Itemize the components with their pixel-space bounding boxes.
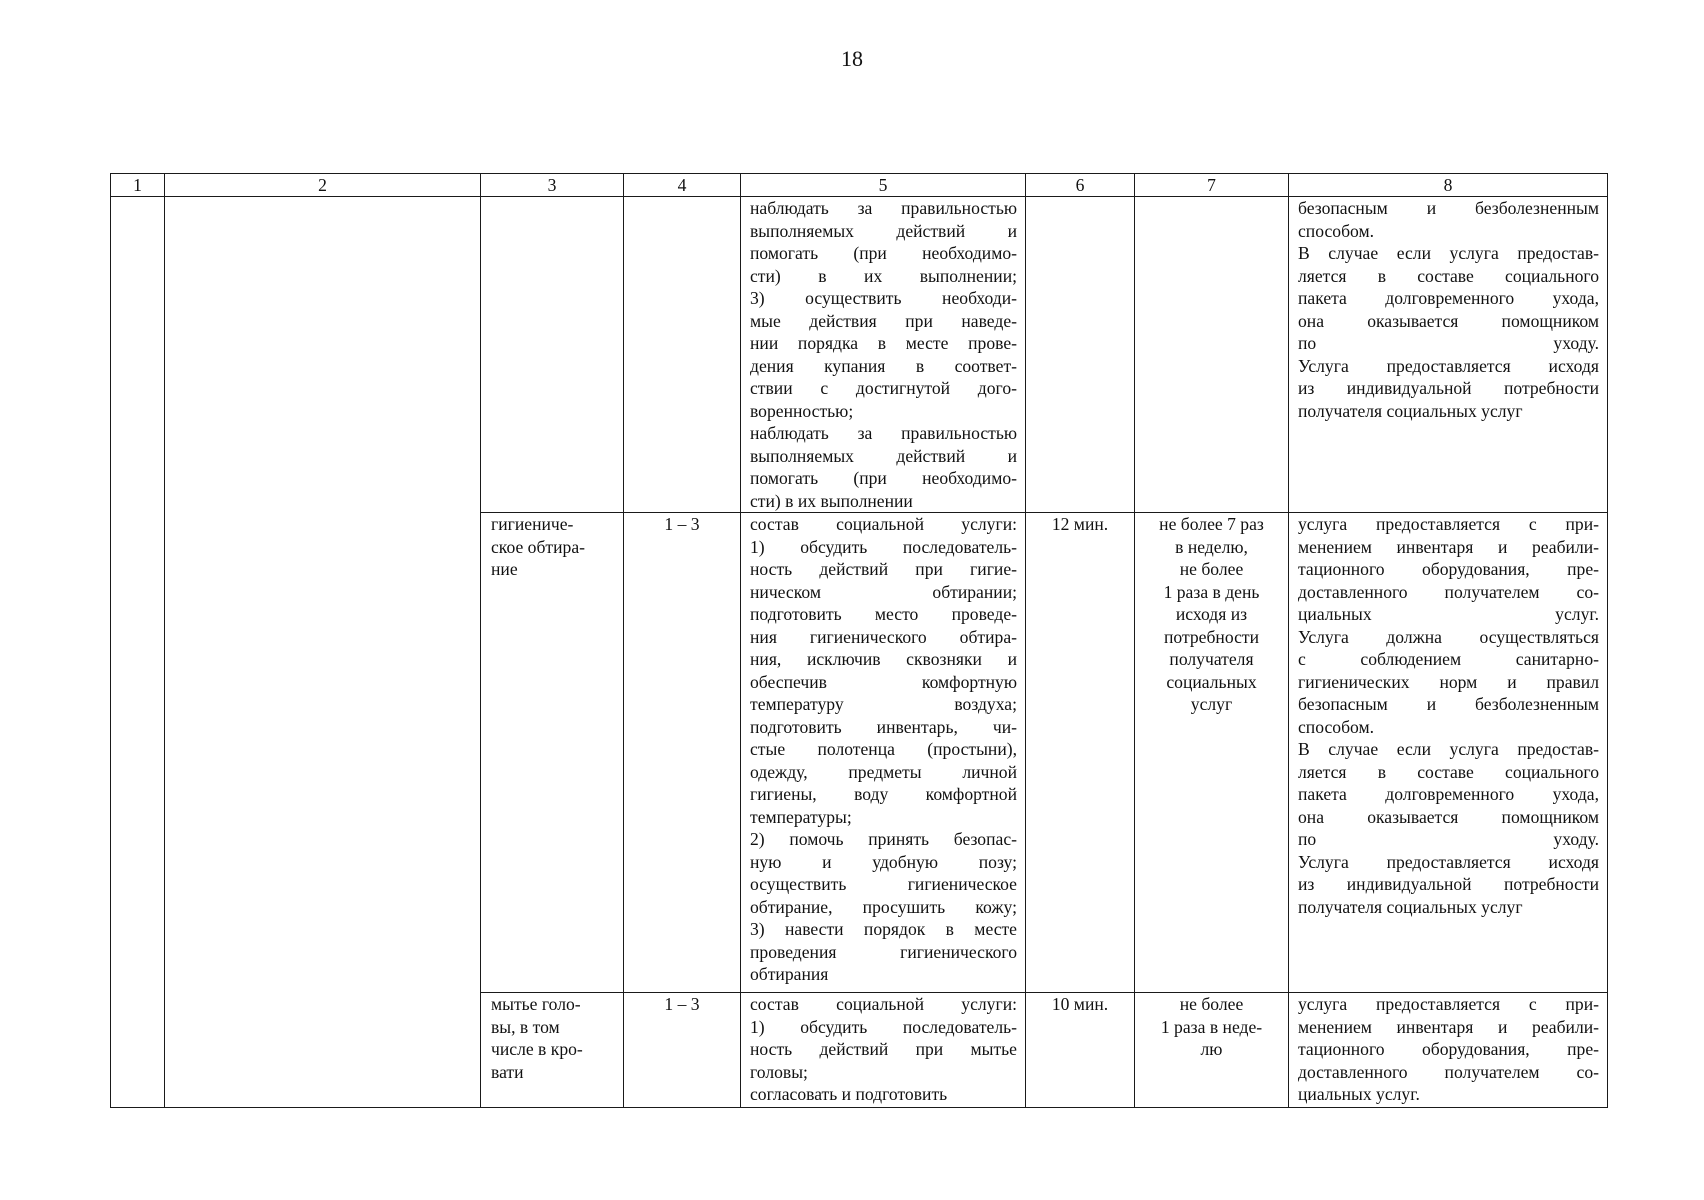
cell-notes-line: она оказывается помощником: [1298, 806, 1599, 827]
cell-group: 1 – 3: [624, 993, 741, 1108]
cell-notes: [1289, 993, 1608, 1108]
cell-service-content-line: ния гигиенического обтира-: [750, 626, 1017, 647]
cell-notes-line: услуга предоставляется с при-: [1298, 514, 1599, 534]
cell-notes-line: с соблюдением санитарно-: [1298, 649, 1599, 669]
table-row: [111, 197, 1608, 513]
cell-service-content-line: ность действий при гигие-: [750, 559, 1017, 579]
cell-service-content-line: 3) осуществить необходи-: [750, 288, 1017, 308]
cell-service-name-line: вати: [491, 1061, 524, 1082]
cell-group: [624, 197, 741, 513]
services-table: [110, 173, 1608, 1108]
cell-frequency-line: социальных: [1166, 671, 1257, 692]
cell-notes-line: безопасным и безболезненным: [1298, 694, 1599, 714]
cell-service-content-line: обтирание, просушить кожу;: [750, 896, 1017, 917]
cell-notes-line: циальных услуг.: [1298, 604, 1599, 624]
cell-service-content-line: нии порядка в месте прове-: [750, 333, 1017, 353]
cell-service-content-line: выполняемых действий и: [750, 220, 1017, 241]
cell-service-content-line: ния, исключив сквозняки и: [750, 649, 1017, 669]
cell-service-content-line: мые действия при наведе-: [750, 310, 1017, 331]
cell-service-content-line: ствии с достигнутой дого-: [750, 378, 1017, 398]
cell-service-content-line: наблюдать за правильностью: [750, 423, 1017, 443]
cell-notes-line: тационного оборудования, пре-: [1298, 559, 1599, 579]
cell-service-content-line: 1) обсудить последователь-: [750, 1016, 1017, 1037]
cell-notes-line: ляется в составе социального: [1298, 761, 1599, 782]
cell-notes-line: доставленного получателем со-: [1298, 581, 1599, 602]
cell-frequency-line: не более: [1179, 559, 1244, 579]
cell-service-content-line: обеспечив комфортную: [750, 671, 1017, 692]
cell-frequency-line: получателя: [1169, 649, 1254, 669]
cell-frequency-line: не более 7 раз: [1159, 514, 1264, 534]
cell-notes-line: безопасным и безболезненным: [1298, 198, 1599, 218]
cell-service-content-line: одежду, предметы личной: [750, 761, 1017, 782]
cell-service-name-line: ское обтира-: [491, 536, 585, 557]
cell-service-content-line: гигиены, воду комфортной: [750, 784, 1017, 804]
header-col-8: 8: [1289, 174, 1608, 197]
cell-service-name-line: мытье голо-: [491, 994, 581, 1014]
cell-frequency-line: потребности: [1163, 626, 1259, 647]
cell-time: 10 мин.: [1026, 993, 1135, 1108]
cell-frequency-line: в неделю,: [1175, 536, 1248, 557]
cell-service-content: [741, 197, 1026, 513]
cell-service-content-line: 3) навести порядок в месте: [750, 919, 1017, 939]
cell-number: [111, 197, 165, 1108]
cell-time: 12 мин.: [1026, 513, 1135, 993]
cell-service-content-line: подготовить место проведе-: [750, 604, 1017, 624]
header-col-2: 2: [165, 174, 481, 197]
cell-service-name-line: гигиениче-: [491, 514, 574, 534]
cell-notes-line: В случае если услуга предостав-: [1298, 243, 1599, 263]
cell-notes-line: способом.: [1298, 220, 1375, 241]
cell-service-content-line: помогать (при необходимо-: [750, 468, 1017, 488]
cell-frequency-line: не более: [1179, 994, 1244, 1014]
cell-notes-line: Услуга предоставляется исходя: [1298, 851, 1599, 872]
cell-service-name-line: числе в кро-: [491, 1039, 583, 1059]
header-col-4: 4: [624, 174, 741, 197]
cell-category: [165, 197, 481, 1108]
cell-service-content-line: дения купания в соответ-: [750, 355, 1017, 376]
page-number: 18: [841, 46, 863, 71]
cell-service-content-line: головы;: [750, 1061, 808, 1082]
cell-notes-line: Услуга предоставляется исходя: [1298, 355, 1599, 376]
cell-service-name: [481, 197, 624, 513]
cell-service-content-line: состав социальной услуги:: [750, 994, 1017, 1014]
cell-service-content-line: сти) в их выполнении;: [750, 265, 1017, 286]
cell-notes: [1289, 513, 1608, 993]
cell-service-content-line: ность действий при мытье: [750, 1039, 1017, 1059]
cell-frequency: [1135, 513, 1289, 993]
cell-notes-line: В случае если услуга предостав-: [1298, 739, 1599, 759]
cell-notes-line: Услуга должна осуществляться: [1298, 626, 1599, 647]
cell-service-name-line: вы, в том: [491, 1016, 560, 1037]
header-col-3: 3: [481, 174, 624, 197]
cell-frequency-line: услуг: [1190, 694, 1233, 714]
cell-frequency: [1135, 197, 1289, 513]
cell-frequency-line: исходя из: [1175, 604, 1248, 624]
header-col-7: 7: [1135, 174, 1289, 197]
cell-notes-line: гигиенических норм и правил: [1298, 671, 1599, 692]
cell-notes-line: способом.: [1298, 716, 1375, 737]
cell-service-content-line: воренностью;: [750, 400, 854, 421]
cell-notes-line: из индивидуальной потребности: [1298, 378, 1599, 398]
cell-service-content-line: наблюдать за правильностью: [750, 198, 1017, 218]
cell-notes-line: менением инвентаря и реабили-: [1298, 1016, 1599, 1037]
cell-group: 1 – 3: [624, 513, 741, 993]
cell-service-content-line: ническом обтирании;: [750, 581, 1017, 602]
cell-notes-line: тационного оборудования, пре-: [1298, 1039, 1599, 1059]
cell-service-content-line: температуры;: [750, 806, 852, 827]
cell-service-name-line: ние: [491, 559, 518, 579]
cell-notes-line: получателя социальных услуг: [1298, 896, 1523, 917]
cell-service-content-line: подготовить инвентарь, чи-: [750, 716, 1017, 737]
cell-frequency: [1135, 993, 1289, 1108]
table-body: [111, 197, 1608, 1108]
cell-service-content-line: помогать (при необходимо-: [750, 243, 1017, 263]
cell-service-content: [741, 513, 1026, 993]
cell-notes-line: получателя социальных услуг: [1298, 400, 1523, 421]
cell-notes-line: пакета долговременного ухода,: [1298, 784, 1599, 804]
cell-service-content-line: согласовать и подготовить: [750, 1084, 948, 1104]
cell-notes-line: циальных услуг.: [1298, 1084, 1420, 1104]
cell-notes-line: пакета долговременного ухода,: [1298, 288, 1599, 308]
cell-notes-line: из индивидуальной потребности: [1298, 874, 1599, 894]
cell-service-content-line: температуру воздуха;: [750, 694, 1017, 714]
cell-service-content-line: проведения гигиенического: [750, 941, 1017, 962]
cell-notes-line: по уходу.: [1298, 829, 1599, 849]
cell-service-content-line: 2) помочь принять безопас-: [750, 829, 1017, 849]
cell-notes-line: ляется в составе социального: [1298, 265, 1599, 286]
cell-notes-line: доставленного получателем со-: [1298, 1061, 1599, 1082]
cell-service-content-line: стые полотенца (простыни),: [750, 739, 1017, 759]
cell-service-name: [481, 513, 624, 993]
cell-frequency-line: 1 раза в неде-: [1160, 1016, 1263, 1037]
cell-service-content-line: 1) обсудить последователь-: [750, 536, 1017, 557]
cell-notes-line: услуга предоставляется с при-: [1298, 994, 1599, 1014]
cell-service-content-line: выполняемых действий и: [750, 445, 1017, 466]
header-col-5: 5: [741, 174, 1026, 197]
cell-notes-line: менением инвентаря и реабили-: [1298, 536, 1599, 557]
cell-notes-line: она оказывается помощником: [1298, 310, 1599, 331]
cell-service-name: [481, 993, 624, 1108]
cell-service-content-line: состав социальной услуги:: [750, 514, 1017, 534]
cell-service-content-line: обтирания: [750, 964, 829, 984]
cell-service-content-line: сти) в их выполнении: [750, 490, 913, 511]
cell-notes: [1289, 197, 1608, 513]
header-col-6: 6: [1026, 174, 1135, 197]
cell-notes-line: по уходу.: [1298, 333, 1599, 353]
cell-time: [1026, 197, 1135, 513]
cell-frequency-line: лю: [1200, 1039, 1223, 1059]
cell-service-content-line: осуществить гигиеническое: [750, 874, 1017, 894]
cell-frequency-line: 1 раза в день: [1163, 581, 1260, 602]
table-header-row: [111, 174, 1608, 197]
header-col-1: 1: [111, 174, 165, 197]
cell-service-content: [741, 993, 1026, 1108]
cell-service-content-line: ную и удобную позу;: [750, 851, 1017, 872]
